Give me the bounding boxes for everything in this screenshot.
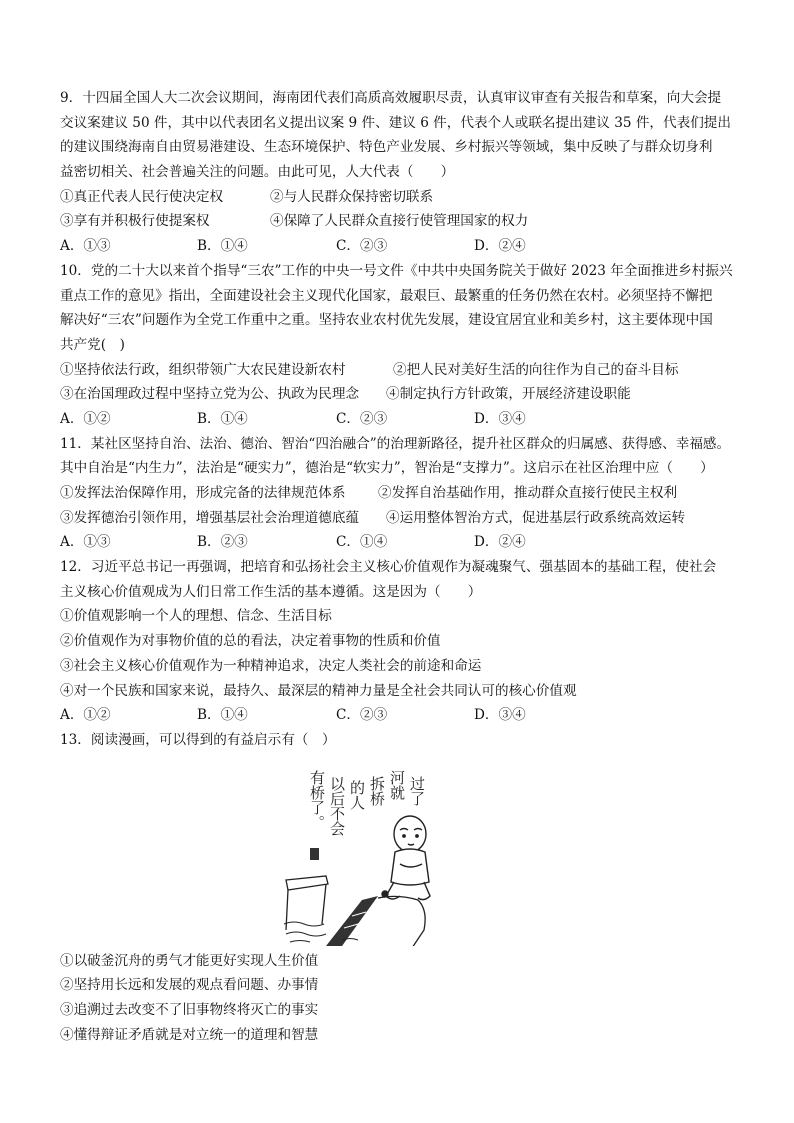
question-stem-line: 重点工作的意见》指出，全面建设社会主义现代化国家，最艰巨、最繁重的任务仍然在农村。必须坚持不懈把 [60,287,713,304]
choice-b[interactable]: B．②③ [197,534,248,551]
choice-a[interactable]: A．①② [60,410,111,427]
caption-col-2: 河就 [388,769,406,800]
option-1: ①发挥法治保障作用，形成完备的法律规范体系 [60,485,346,501]
question-12 [60,555,740,728]
option-row [60,506,740,531]
option-3: ③社会主义核心价值观作为一种精神追求，决定人类社会的前途和命运 [60,657,482,674]
choice-b[interactable]: B．①④ [197,238,248,255]
choice-a[interactable]: A．①② [60,707,111,724]
option-3: ③在治国理政过程中坚持立党为公、执政为民理念 [60,386,360,403]
option-4: ④保障了人民群众直接行使管理国家的权力 [270,213,529,230]
seal-mark [310,848,319,860]
option-1: ①价值观影响一个人的理想、信念、生活目标 [60,608,332,625]
question-stem-line: 解决好“三农”问题作为全党工作重中之重。坚持农业农村优先发展，建设宜居宜业和美乡村，这主要体现中国 [60,312,713,329]
option-4: ④制定执行方针政策，开展经济建设职能 [386,386,631,403]
option-3: ③追溯过去改变不了旧事物终将灭亡的事实 [60,1001,319,1018]
choice-c[interactable]: C．①④ [336,534,388,551]
choice-d[interactable]: D．③④ [474,410,526,427]
choice-d[interactable]: D．②④ [474,534,526,551]
caption-col-6: 有桥了。 [308,769,326,830]
choice-a[interactable]: A．①③ [60,238,111,255]
caption-col-5: 以后不会 [328,775,346,836]
option-2: ②把人民对美好生活的向往作为自己的奋斗目标 [393,361,679,378]
answer-choices [60,703,740,728]
choice-c[interactable]: C．②③ [336,410,388,427]
choice-c[interactable]: C．②③ [336,707,388,724]
option-2: ②发挥自治基础作用，推动群众直接行使民主权利 [378,485,678,501]
option-4: ④运用整体智治方式，促进基层行政系统高效运转 [386,509,686,526]
question-9 [60,86,740,259]
answer-choices [60,530,740,555]
question-stem-line: 交议案建议 50 件，其中以代表团名义提出议案 9 件、建议 6 件，代表个人或联名提出建议 35 件，代表们提出 [60,114,731,131]
caption-col-3: 拆桥 [368,775,386,806]
question-stem-line: 主义核心价值观成为人们日常工作生活的基本遵循。这是因为（ ） [60,583,482,600]
option-row [60,209,740,234]
option-row [60,481,740,506]
option-3: ③享有并积极行使提案权 [60,213,210,230]
answer-choices [60,407,740,432]
question-11 [60,432,740,555]
man-figure [382,816,430,900]
caption-col-4: 的人 [348,779,366,810]
option-2: ②价值观作为对事物价值的总的看法，决定着事物的性质和价值 [60,633,441,650]
option-row [60,185,740,210]
choice-a[interactable]: A．①③ [60,534,111,551]
question-stem-line: 13．阅读漫画，可以得到的有益启示有（ ） [60,731,336,748]
cartoon-figure [60,756,740,949]
question-stem-line: 11．某社区坚持自治、法治、德治、智治“四治融合”的治理新路径，提升社区群众的归属感、获得感、幸福感。 [60,435,731,452]
choice-b[interactable]: B．①④ [197,707,248,724]
cliff-right [378,896,425,946]
choice-d[interactable]: D．③④ [474,707,526,724]
option-row [60,358,740,383]
choice-c[interactable]: C．②③ [336,238,388,255]
option-4: ④对一个民族和国家来说，最持久、最深层的精神力量是全社会共同认可的核心价值观 [60,682,577,699]
question-10 [60,259,740,432]
choice-b[interactable]: B．①④ [197,410,248,427]
exam-page [60,86,740,1047]
option-2: ②与人民群众保持密切联系 [270,188,434,205]
question-13 [60,728,740,1047]
option-row [60,382,740,407]
option-3: ③发挥德治引领作用，增强基层社会治理道德底蕴 [60,509,360,526]
question-stem-line: 益密切相关、社会普遍关注的问题。由此可见，人大代表（ ） [60,164,455,181]
question-stem-line: 9．十四届全国人大二次会议期间，海南团代表们高质高效履职尽责，认真审议审查有关报告和草案，向大会提 [60,90,722,106]
question-stem-line: 共产党( ) [60,336,125,353]
question-stem-line: 的建议围绕海南自由贸易港建设、生态环境保护、特色产业发展、乡村振兴等领域，集中反映了与群众切身利 [60,139,713,156]
option-1: ①以破釜沉舟的勇气才能更好实现人生价值 [60,952,319,969]
choice-d[interactable]: D．②④ [474,238,526,255]
option-2: ②坚持用长远和发展的观点看问题、办事情 [60,977,319,994]
answer-choices [60,234,740,259]
caption-col-1: 过了 [408,775,426,806]
question-stem-line: 12．习近平总书记一再强调，把培育和弘扬社会主义核心价值观作为凝魂聚气、强基固本的基础工程，使社会 [60,559,717,576]
question-stem-line: 10．党的二十大以来首个指导“三农”工作的中央一号文件《中共中央国务院关于做好 2023 年全面推进乡村振兴 [60,262,733,279]
option-1: ①真正代表人民行使决定权 [60,188,224,205]
cartoon-illustration [282,756,482,946]
option-4: ④懂得辩证矛盾就是对立统一的道理和智慧 [60,1026,319,1043]
option-1: ①坚持依法行政，组织带领广大农民建设新农村 [60,361,346,378]
question-stem-line: 其中自治是“内生力”，法治是“硬实力”，德治是“软实力”，智治是“支撑力”。这启示在社区治理中应（ ） [60,460,714,477]
